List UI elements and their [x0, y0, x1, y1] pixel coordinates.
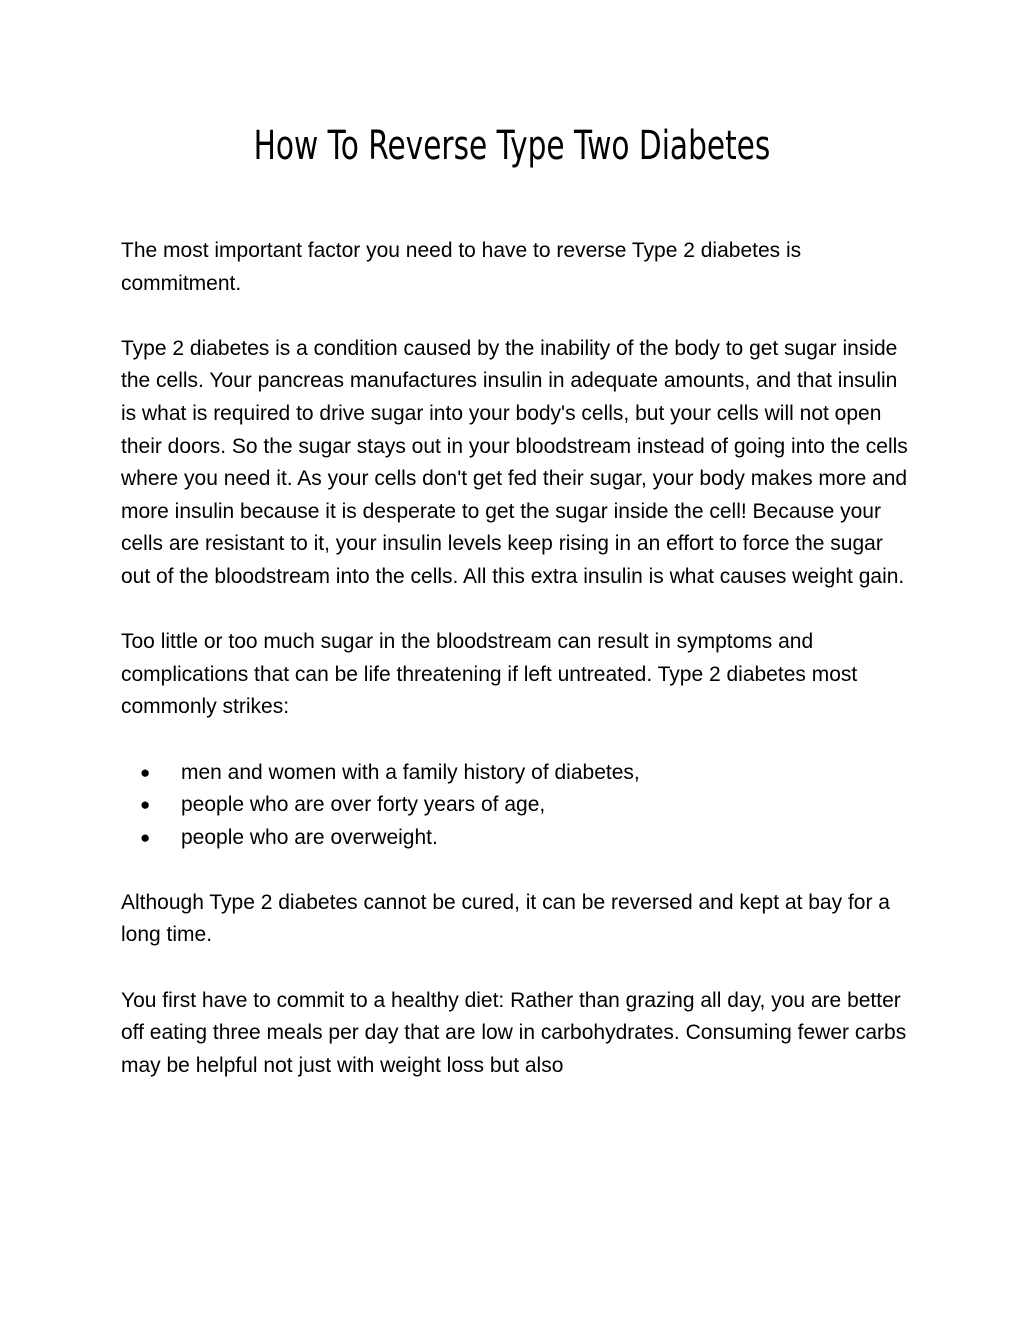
list-item-text: people who are over forty years of age, — [181, 793, 546, 817]
bullet-icon: ● — [140, 762, 151, 782]
bullet-icon: ● — [140, 827, 151, 847]
list-item — [121, 789, 911, 822]
paragraph-diet: You first have to commit to a healthy diet: Rather than grazing all day, you are better off eating three meals per day that are low in carbohydrates. Consuming fewer carbs may be helpful not just with weight loss but also — [121, 988, 907, 1077]
paragraph-condition: Type 2 diabetes is a condition caused by the inability of the body to get sugar inside the cells. Your pancreas manufactures insulin in adequate amounts, and that insulin is what is required to drive sugar into your body's cells, but your cells will not open their doors. So the sugar stays out in your bloodstream instead of going into the cells where you need it. As your cells don't get fed their sugar, your body makes more and more insulin because it is desperate to get the sugar inside the cell! Because your cells are resistant to it, your insulin levels keep rising in an effort to force the sugar out of the bloodstream into the cells. All this extra insulin is what causes weight gain. — [121, 336, 908, 588]
document-title: How To Reverse Type Two Diabetes — [253, 123, 771, 169]
list-item-text: men and women with a family history of diabetes, — [181, 760, 640, 784]
list-item — [121, 757, 911, 790]
document-body — [121, 235, 911, 1115]
list-item-text: people who are overweight. — [181, 825, 438, 849]
paragraph-reversal: Although Type 2 diabetes cannot be cured, it can be reversed and kept at bay for a long time. — [121, 890, 890, 947]
paragraph-commitment: The most important factor you need to have to reverse Type 2 diabetes is commitment. — [121, 239, 802, 295]
bullet-icon: ● — [140, 795, 151, 815]
list-item — [121, 822, 911, 855]
paragraph-complications: Too little or too much sugar in the bloodstream can result in symptoms and complications that can be life threatening if left untreated. Type 2 diabetes most commonly strikes: — [121, 630, 858, 719]
risk-groups-list — [121, 757, 911, 855]
